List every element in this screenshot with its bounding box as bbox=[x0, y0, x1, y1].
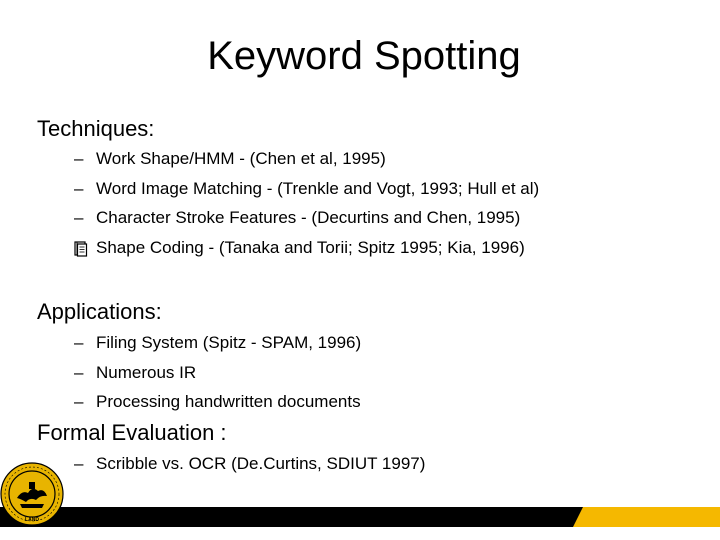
list-item bbox=[74, 144, 539, 174]
applications-list bbox=[74, 328, 361, 417]
list-item-text: Work Shape/HMM - (Chen et al, 1995) bbox=[96, 149, 386, 168]
list-item-text: Numerous IR bbox=[96, 362, 197, 382]
section-heading-techniques: Techniques: bbox=[37, 116, 155, 141]
svg-text:LAND: LAND bbox=[25, 517, 39, 523]
dash-bullet: – bbox=[74, 178, 84, 198]
list-item bbox=[74, 358, 361, 388]
list-item-text: Processing handwritten documents bbox=[96, 392, 361, 411]
book-icon bbox=[74, 241, 88, 257]
list-item-text: Filing System (Spitz - SPAM, 1996) bbox=[96, 333, 362, 352]
list-item-text: Scribble vs. OCR (De.Curtins, SDIUT 1997) bbox=[96, 454, 426, 473]
list-item bbox=[74, 233, 539, 263]
university-seal-logo bbox=[0, 462, 64, 526]
dash-bullet: – bbox=[74, 333, 84, 352]
footer-gold-band bbox=[573, 507, 720, 527]
list-item bbox=[74, 174, 539, 204]
footer-bar bbox=[0, 507, 720, 527]
slide-title: Keyword Spotting bbox=[207, 34, 521, 78]
list-item-text: Word Image Matching - (Trenkle and Vogt, 1993; Hull et al) bbox=[96, 178, 540, 198]
dash-bullet: – bbox=[74, 208, 84, 227]
section-heading-formal-evaluation: Formal Evaluation : bbox=[37, 420, 227, 445]
list-item bbox=[74, 449, 425, 479]
list-item bbox=[74, 328, 361, 358]
list-item-text: Shape Coding - (Tanaka and Torii; Spitz 1995; Kia, 1996) bbox=[96, 237, 525, 257]
dash-bullet: – bbox=[74, 149, 84, 168]
dash-bullet: – bbox=[74, 392, 84, 411]
list-item bbox=[74, 203, 539, 233]
list-item-text: Character Stroke Features - (Decurtins and Chen, 1995) bbox=[96, 208, 521, 227]
formal-evaluation-list bbox=[74, 449, 425, 479]
section-heading-applications: Applications: bbox=[37, 299, 162, 324]
techniques-list bbox=[74, 144, 539, 262]
dash-bullet: – bbox=[74, 454, 84, 473]
dash-bullet: – bbox=[74, 362, 84, 382]
list-item bbox=[74, 387, 361, 417]
